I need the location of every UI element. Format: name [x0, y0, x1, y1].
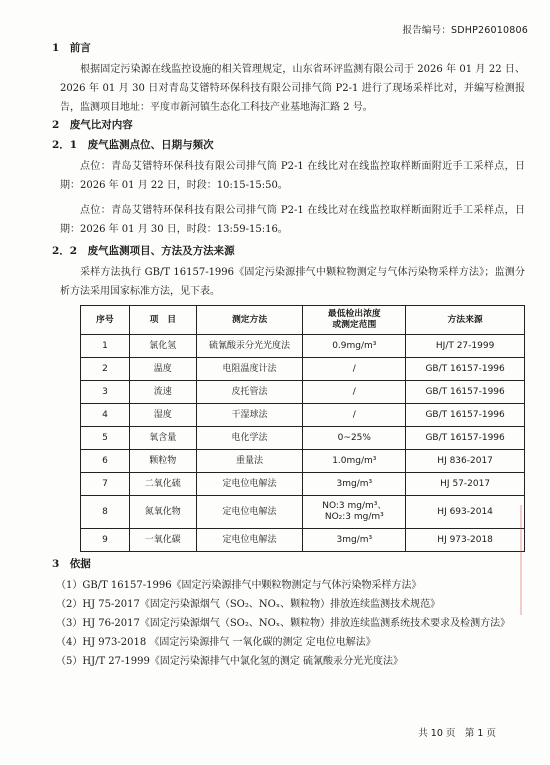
cell-detection-limit: / — [303, 358, 406, 381]
header-no: 序号 — [81, 306, 130, 335]
methods-table — [80, 305, 525, 552]
cell-no: 8 — [81, 496, 130, 529]
report-number: 报告编号：SDHP26010806 — [402, 25, 528, 36]
header-method: 测定方法 — [196, 306, 303, 335]
cell-method: 定电位电解法 — [196, 529, 303, 552]
cell-detection-limit: 0.9mg/m³ — [303, 335, 406, 358]
cell-item: 温度 — [129, 358, 196, 381]
cell-item: 氯化氢 — [129, 335, 196, 358]
table-row — [81, 335, 525, 358]
table-row — [81, 473, 525, 496]
cell-method-source: GB/T 16157-1996 — [406, 404, 525, 427]
section-2-2-paragraph: 采样方法执行 GB/T 16157-1996《固定污染源排气中颗粒物测定与气体污染物采样方法》；监测分析方法采用国家标准方法，见下表。 — [60, 267, 525, 297]
cell-method: 皮托管法 — [196, 381, 303, 404]
cell-no: 3 — [81, 381, 130, 404]
cell-no: 9 — [81, 529, 130, 552]
section-3-title: 3 依据 — [52, 558, 91, 570]
section-2-1-title: 2．1 废气监测点位、日期与频次 — [52, 139, 214, 151]
reference-item: （5）HJ/T 27-1999《固定污染源排气中氯化氢的测定 硫氰酸汞分光光度法》 — [56, 656, 404, 667]
cell-method-source: GB/T 16157-1996 — [406, 381, 525, 404]
cell-item: 流速 — [129, 381, 196, 404]
cell-item: 颗粒物 — [129, 450, 196, 473]
cell-no: 2 — [81, 358, 130, 381]
reference-item: （2）HJ 75-2017《固定污染源烟气（SO₂、NOₓ、颗粒物）排放连续监测技术规范》 — [56, 599, 441, 610]
cell-item: 湿度 — [129, 404, 196, 427]
header-item: 项 目 — [129, 306, 196, 335]
table-row — [81, 496, 525, 529]
cell-method-source: HJ 836-2017 — [406, 450, 525, 473]
cell-detection-limit: / — [303, 381, 406, 404]
cell-method: 干湿球法 — [196, 404, 303, 427]
cell-detection-limit: 0~25% — [303, 427, 406, 450]
reference-item: （4）HJ 973-2018 《固定污染源排气 一氧化碳的测定 定电位电解法》 — [56, 637, 376, 648]
page-footer: 共 10 页 第 1 页 — [418, 728, 496, 739]
table-header-row — [81, 306, 525, 335]
section-2-1-paragraph-1: 点位：青岛艾镨特环保科技有限公司排气筒 P2-1 在线比对在线监控取样断面附近手工采样点，日期：2026 年 01 月 22 日，时段：10:15-15:50。 — [60, 161, 525, 191]
section-2-2-title: 2．2 废气监测项目、方法及方法来源 — [52, 245, 235, 257]
cell-method-source: HJ 973-2018 — [406, 529, 525, 552]
table-row — [81, 404, 525, 427]
cell-method-source: HJ/T 27-1999 — [406, 335, 525, 358]
table-row — [81, 381, 525, 404]
table-row — [81, 427, 525, 450]
section-2-title: 2 废气比对内容 — [52, 119, 133, 131]
cell-method-source: HJ 693-2014 — [406, 496, 525, 529]
cell-no: 1 — [81, 335, 130, 358]
report-body — [52, 40, 525, 671]
header-method-source: 方法来源 — [406, 306, 525, 335]
section-1-paragraph: 根据固定污染源在线监控设施的相关管理规定，山东省环评监测有限公司于 2026 年 01 月 22 日、2026 年 01 月 30 日对青岛艾镨特环保科技有限公司排气筒 P2-1 进行了现场采样比对，并编写检测报告，监测项目地址：平度市新河镇生态化工科技产业基地海汇路 2 号。 — [60, 64, 525, 113]
section-1-title: 1 前言 — [52, 42, 91, 54]
reference-item: （1）GB/T 16157-1996《固定污染源排气中颗粒物测定与气体污染物采样方法》 — [56, 580, 422, 591]
cell-method: 定电位电解法 — [196, 496, 303, 529]
cell-no: 4 — [81, 404, 130, 427]
cell-detection-limit: / — [303, 404, 406, 427]
cell-method: 定电位电解法 — [196, 473, 303, 496]
section-2-1-paragraph-2: 点位：青岛艾镨特环保科技有限公司排气筒 P2-1 在线比对在线监控取样断面附近手工采样点，日期：2026 年 01 月 30 日，时段：13:59-15:16。 — [60, 205, 525, 235]
cell-item: 氮氧化物 — [129, 496, 196, 529]
references-list — [56, 576, 525, 671]
table-row — [81, 450, 525, 473]
red-stamp — [520, 505, 544, 615]
cell-no: 5 — [81, 427, 130, 450]
header-detection-limit: 最低检出浓度 或测定范围 — [303, 306, 406, 335]
table-row — [81, 358, 525, 381]
cell-method: 重量法 — [196, 450, 303, 473]
cell-method-source: GB/T 16157-1996 — [406, 358, 525, 381]
cell-detection-limit: 1.0mg/m³ — [303, 450, 406, 473]
cell-detection-limit: NO:3 mg/m³、 NO₂:3 mg/m³ — [303, 496, 406, 529]
cell-no: 6 — [81, 450, 130, 473]
cell-detection-limit: 3mg/m³ — [303, 473, 406, 496]
cell-item: 二氧化硫 — [129, 473, 196, 496]
cell-method: 硫氰酸汞分光光度法 — [196, 335, 303, 358]
cell-no: 7 — [81, 473, 130, 496]
cell-method-source: GB/T 16157-1996 — [406, 427, 525, 450]
cell-item: 氧含量 — [129, 427, 196, 450]
cell-method: 电阻温度计法 — [196, 358, 303, 381]
cell-method: 电化学法 — [196, 427, 303, 450]
table-row — [81, 529, 525, 552]
cell-detection-limit: 3mg/m³ — [303, 529, 406, 552]
cell-method-source: HJ 57-2017 — [406, 473, 525, 496]
cell-item: 一氧化碳 — [129, 529, 196, 552]
reference-item: （3）HJ 76-2017《固定污染源烟气（SO₂、NOₓ、颗粒物）排放连续监测系统技术要求及检测方法》 — [56, 618, 511, 629]
